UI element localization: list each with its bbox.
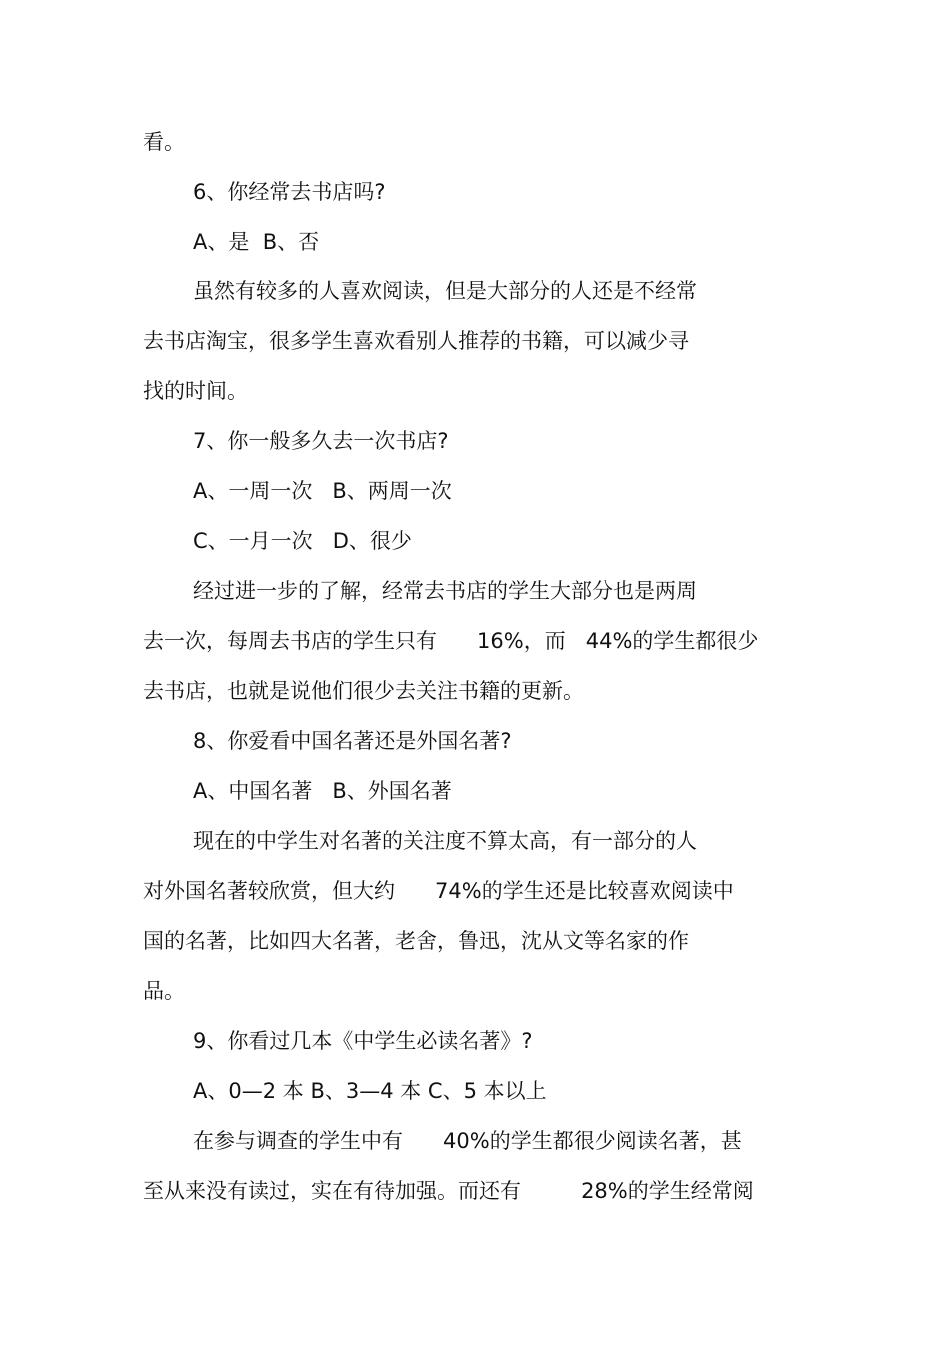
text-line-4: 虽然有较多的人喜欢阅读，但是大部分的人还是不经常 [193,279,697,303]
question-7-options-cd: C、一月一次 D、很少 [193,529,412,553]
question-6-options: A、是 B、否 [193,230,320,254]
text-line-6: 找的时间。 [143,379,248,403]
question-7-options-ab: A、一周一次 B、两周一次 [193,479,452,503]
text-line-10: 经过进一步的了解，经常去书店的学生大部分也是两周 [193,579,697,603]
question-6: 6、你经常去书店吗? [193,180,386,204]
question-9: 9、你看过几本《中学生必读名著》? [193,1029,533,1053]
question-8: 8、你爱看中国名著还是外国名著? [193,729,512,753]
text-line-18: 品。 [143,979,185,1003]
text-line-21: 在参与调查的学生中有 40%的学生都很少阅读名著，甚 [193,1129,742,1153]
question-7: 7、你一般多久去一次书店? [193,429,449,453]
text-line-11: 去一次，每周去书店的学生只有 16%，而 44%的学生都很少 [143,629,759,653]
text-line-5: 去书店淘宝，很多学生喜欢看别人推荐的书籍，可以减少寻 [143,329,689,353]
text-line-15: 现在的中学生对名著的关注度不算太高，有一部分的人 [193,829,697,853]
text-line-12: 去书店，也就是说他们很少去关注书籍的更新。 [143,679,584,703]
text-line-17: 国的名著，比如四大名著，老舍，鲁迅，沈从文等名家的作 [143,929,689,953]
text-line-22: 至从来没有读过，实在有待加强。而还有 28%的学生经常阅 [143,1179,754,1203]
question-8-options: A、中国名著 B、外国名著 [193,779,452,803]
text-line-16: 对外国名著较欣赏，但大约 74%的学生还是比较喜欢阅读中 [143,879,734,903]
text-line-1: 看。 [143,130,185,154]
question-9-options: A、0—2 本 B、3—4 本 C、5 本以上 [193,1079,547,1103]
